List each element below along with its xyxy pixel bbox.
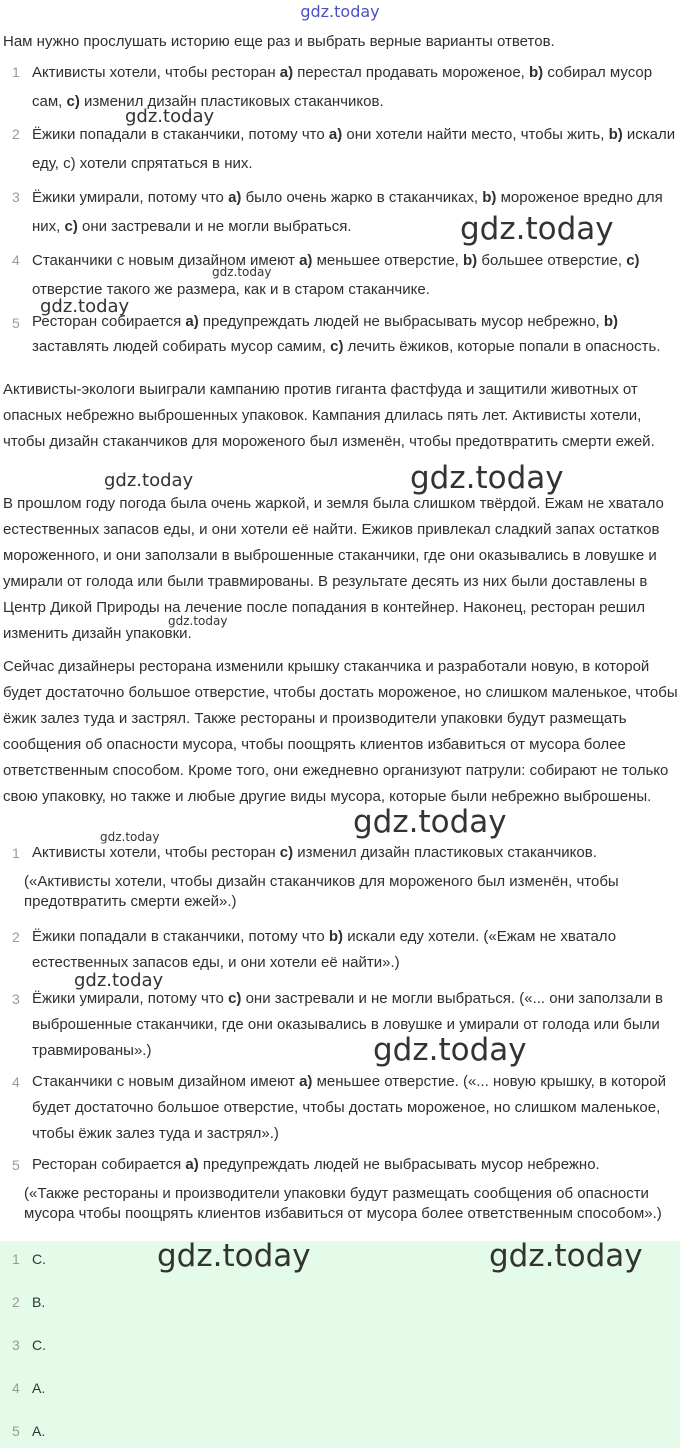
key-number: 1 bbox=[12, 1251, 20, 1267]
question-text: Ресторан собирается a) предупреждать людей не выбрасывать мусор небрежно, b) заставлять людей собирать мусор самим, c) лечить ёжиков, которые попали в опасность. bbox=[32, 313, 661, 355]
key-number: 5 bbox=[12, 1423, 20, 1439]
question-text: Ёжики попадали в стаканчики, потому что a) они хотели найти место, чтобы жить, b) искали еду, c) хотели спрятаться в них. bbox=[32, 126, 676, 172]
watermark: gdz.today bbox=[74, 970, 164, 991]
question-text: Стаканчики с новым дизайном имеют a) меньшее отверстие, b) большее отверстие, c) отверстие такого же размера, как и в старом стаканчике. bbox=[32, 252, 640, 298]
question-text: Ёжики умирали, потому что a) было очень жарко в стаканчиках, b) мороженое вредно для них, c) они застревали и не могли выбраться. bbox=[32, 189, 663, 235]
key-value: A. bbox=[32, 1380, 46, 1396]
story-paragraph: Активисты-экологи выиграли кампанию против гиганта фастфуда и защитили животных от опасных небрежно выброшенных упаковок. Кампания длилась пять лет. Активисты хотели, чтобы дизайн стаканчиков для мороженого был изменён, чтобы предотвратить смерти ежей. bbox=[3, 381, 655, 450]
watermark: gdz.today bbox=[100, 830, 160, 844]
watermark: gdz.today bbox=[104, 470, 194, 491]
question-number: 3 bbox=[12, 189, 20, 205]
answer-number: 4 bbox=[12, 1074, 20, 1090]
answer-number: 3 bbox=[12, 991, 20, 1007]
answer-text: Ёжики умирали, потому что c) они застревали и не могли выбраться. («... они заползали в выброшенные стаканчики, где они оказывались в ловушке и умирали от голода или были травмированы».) bbox=[32, 990, 664, 1059]
question-number: 4 bbox=[12, 252, 20, 268]
watermark: gdz.today bbox=[125, 106, 215, 127]
answer-text: Ресторан собирается a) предупреждать людей не выбрасывать мусор небрежно. bbox=[32, 1156, 600, 1173]
question-number: 2 bbox=[12, 126, 20, 142]
answer-text: Активисты хотели, чтобы ресторан c) изменил дизайн пластиковых стаканчиков. bbox=[32, 844, 597, 861]
watermark: gdz.today bbox=[489, 1238, 643, 1274]
question-number: 1 bbox=[12, 64, 20, 80]
watermark: gdz.today bbox=[373, 1032, 527, 1068]
answer-number: 5 bbox=[12, 1157, 20, 1173]
key-value: B. bbox=[32, 1294, 46, 1310]
watermark: gdz.today bbox=[212, 265, 272, 279]
watermark: gdz.today bbox=[353, 804, 507, 840]
question-text: Активисты хотели, чтобы ресторан a) перестал продавать мороженое, b) собирал мусор сам, c) изменил дизайн пластиковых стаканчиков. bbox=[32, 64, 653, 110]
answer-quote: («Также рестораны и производители упаковки будут размещать сообщения об опасности мусора чтобы поощрять клиентов избавиться от мусора более ответственным способом».) bbox=[24, 1185, 662, 1222]
watermark: gdz.today bbox=[460, 211, 614, 247]
watermark: gdz.today bbox=[40, 296, 130, 317]
key-value: A. bbox=[32, 1423, 46, 1439]
key-number: 2 bbox=[12, 1294, 20, 1310]
site-logo[interactable]: gdz.today bbox=[300, 2, 380, 21]
intro-text: Нам нужно прослушать историю еще раз и выбрать верные варианты ответов. bbox=[3, 33, 555, 50]
key-number: 3 bbox=[12, 1337, 20, 1353]
watermark: gdz.today bbox=[168, 614, 228, 628]
watermark: gdz.today bbox=[157, 1238, 311, 1274]
answer-text: Стаканчики с новым дизайном имеют a) меньшее отверстие. («... новую крышку, в которой будет достаточно большое отверстие, чтобы достать мороженое, но слишком маленькое, чтобы ёжик залез туда и застрял».) bbox=[32, 1073, 666, 1142]
watermark: gdz.today bbox=[410, 460, 564, 496]
answer-number: 1 bbox=[12, 845, 20, 861]
question-number: 5 bbox=[12, 315, 20, 331]
story-paragraph: В прошлом году погода была очень жаркой, и земля была слишком твёрдой. Ежам не хватало естественных запасов еды, и они хотели её найти. Ежиков привлекал сладкий запах остатков мороженного, и они заползали в выброшенные стаканчики, где они оказывались в ловушке и умирали от голода или были травмированы. В результате десять из них были доставлены в Центр Дикой Природы на лечение после попадания в контейнер. Наконец, ресторан решил изменить дизайн упаковки. bbox=[3, 495, 664, 642]
answer-quote: («Активисты хотели, чтобы дизайн стаканчиков для мороженого был изменён, чтобы предотвратить смерти ежей».) bbox=[24, 873, 619, 910]
key-value: C. bbox=[32, 1337, 46, 1353]
answer-text: Ёжики попадали в стаканчики, потому что b) искали еду хотели. («Ежам не хватало естественных запасов еды, и они хотели её найти».) bbox=[32, 928, 617, 971]
key-value: C. bbox=[32, 1251, 46, 1267]
key-number: 4 bbox=[12, 1380, 20, 1396]
story-paragraph: Сейчас дизайнеры ресторана изменили крышку стаканчика и разработали новую, в которой будет достаточно большое отверстие, чтобы достать мороженое, но слишком маленькое, чтобы ёжик залез туда и застрял. Также рестораны и производители упаковки будут размещать сообщения об опасности мусора, чтобы поощрять клиентов избавиться от мусора более ответственным способом. Кроме того, они ежедневно организуют патрули: собирают не только свою упаковку, но также и любые другие виды мусора, которые были небрежно выброшены. bbox=[3, 658, 678, 805]
answer-number: 2 bbox=[12, 929, 20, 945]
